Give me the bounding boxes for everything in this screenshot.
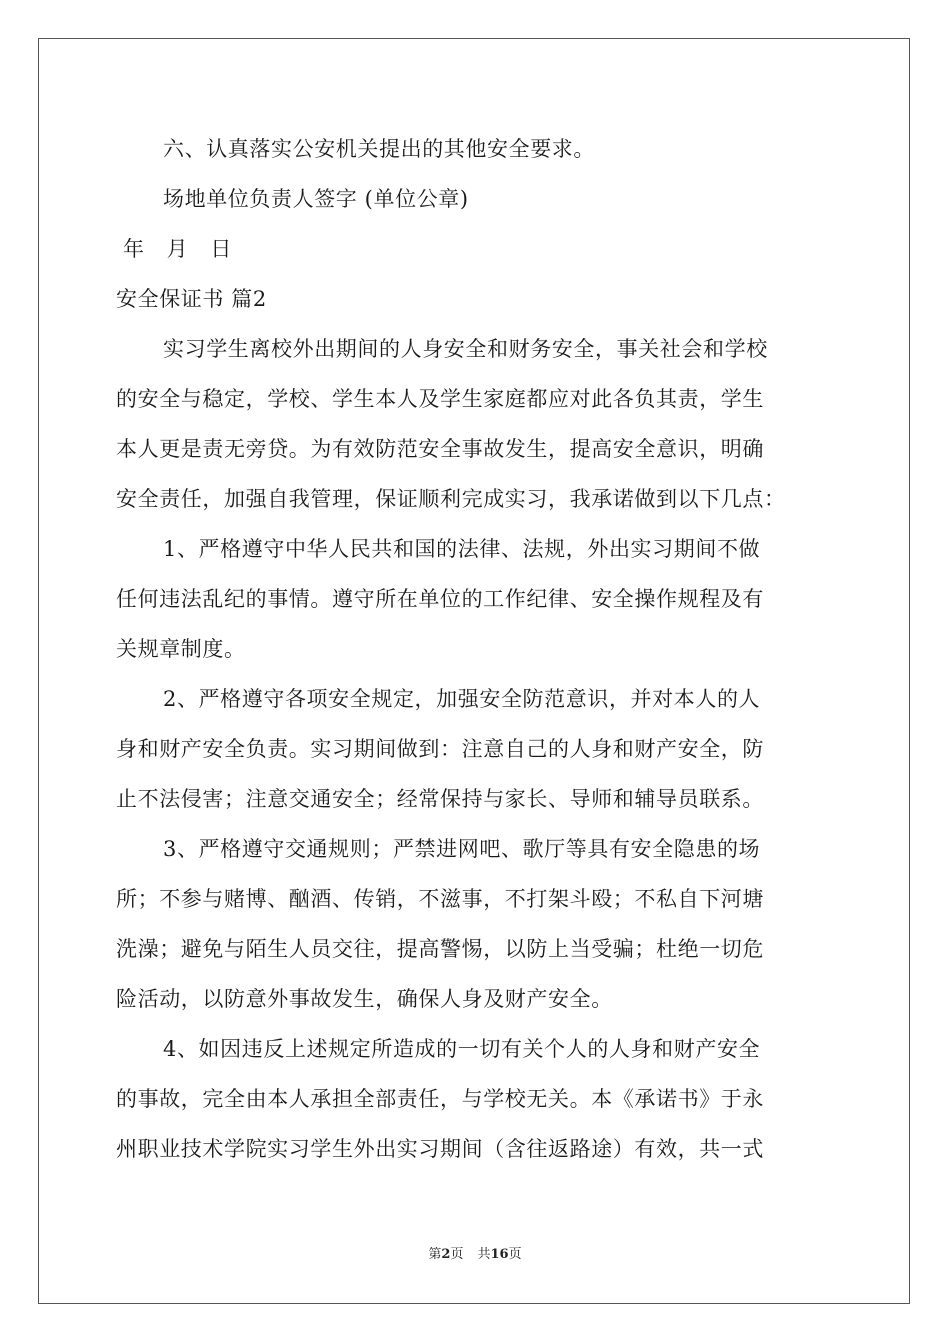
text-line: 州职业技术学院实习学生外出实习期间（含往返路途）有效，共一式: [116, 1137, 764, 1161]
text-line: 止不法侵害；注意交通安全；经常保持与家长、导师和辅导员联系。: [116, 787, 764, 811]
text-line: 场地单位负责人签字 (单位公章): [163, 187, 469, 211]
text-line: 安全责任，加强自我管理，保证顺利完成实习，我承诺做到以下几点：: [116, 487, 786, 511]
text-line: 身和财产安全负责。实习期间做到：注意自己的人身和财产安全，防: [116, 737, 764, 761]
text-line: 险活动，以防意外事故发生，确保人身及财产安全。: [116, 987, 613, 1011]
page-border: [38, 38, 910, 1304]
text-line: 所；不参与赌博、酗酒、传销，不滋事，不打架斗殴；不私自下河塘: [116, 887, 764, 911]
section-heading: 安全保证书 篇2: [116, 287, 267, 311]
text-line: 3、严格遵守交通规则；严禁进网吧、歌厅等具有安全隐患的场: [163, 837, 761, 861]
text-line: 本人更是责无旁贷。为有效防范安全事故发生，提高安全意识，明确: [116, 437, 764, 461]
footer-page-unit: 页: [450, 1247, 464, 1262]
date-line: 年 月 日: [123, 237, 240, 261]
text-line: 2、严格遵守各项安全规定，加强安全防范意识，并对本人的人: [163, 687, 761, 711]
text-line: 任何违法乱纪的事情。遵守所在单位的工作纪律、安全操作规程及有: [116, 587, 764, 611]
footer-total-prefix: 共: [477, 1247, 491, 1262]
text-line: 六、认真落实公安机关提出的其他安全要求。: [163, 137, 595, 161]
page-footer: [0, 1246, 950, 1264]
text-line: 关规章制度。: [116, 637, 246, 661]
footer-page-prefix: 第: [428, 1247, 442, 1262]
text-line: 的安全与稳定，学校、学生本人及学生家庭都应对此各负其责，学生: [116, 387, 764, 411]
footer-page-current: 2: [441, 1247, 451, 1262]
text-line: 洗澡；避免与陌生人员交往，提高警惕，以防上当受骗；杜绝一切危: [116, 937, 764, 961]
text-line: 1、严格遵守中华人民共和国的法律、法规，外出实习期间不做: [163, 537, 761, 561]
text-line: 的事故，完全由本人承担全部责任，与学校无关。本《承诺书》于永: [116, 1087, 764, 1111]
footer-total-unit: 页: [508, 1247, 522, 1262]
text-line: 实习学生离校外出期间的人身安全和财务安全，事关社会和学校: [163, 337, 768, 361]
footer-page-total: 16: [490, 1247, 509, 1262]
text-line: 4、如因违反上述规定所造成的一切有关个人的人身和财产安全: [163, 1037, 761, 1061]
